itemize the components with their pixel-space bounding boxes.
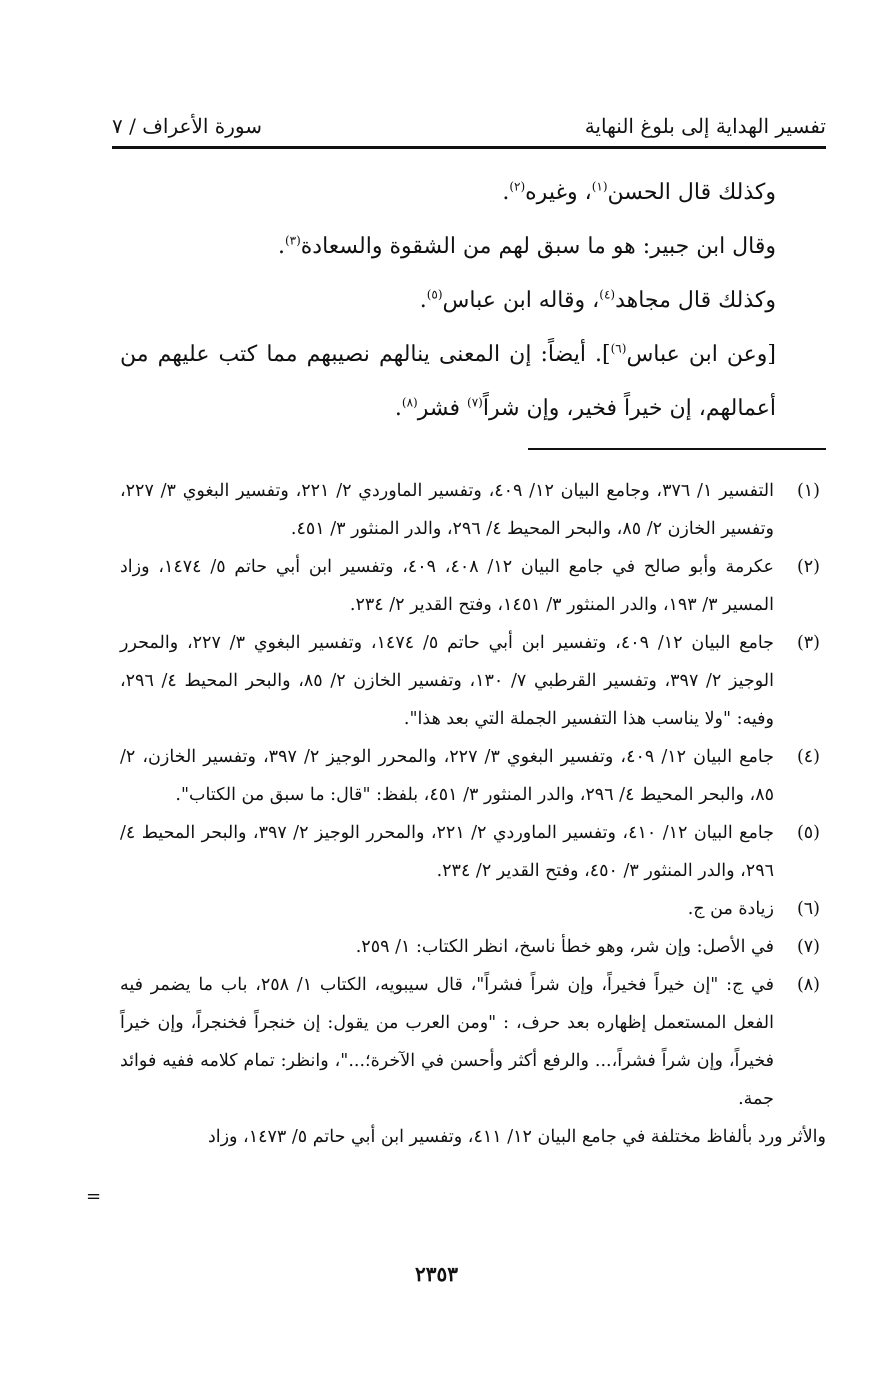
page-number: ٢٣٥٣ (415, 1262, 458, 1286)
paragraph-3: وكذلك قال مجاهد$^{(٤)}$، وقاله ابن عباس$^{(٥)}$. (419, 287, 776, 313)
footnote-ref-4: (٤) (599, 287, 616, 302)
footnote-number: (٨) (796, 975, 820, 995)
footnote-number: (٤) (796, 747, 820, 767)
surah-label: سورة الأعراف / ٧ (112, 114, 263, 138)
footnote-item (120, 738, 826, 814)
footnote-number: (٢) (796, 557, 820, 577)
footnote-number: (٦) (796, 899, 820, 919)
footnote-ref-2: (٢) (509, 179, 526, 194)
footnote-ref-8: (٨) (401, 395, 418, 410)
footnote-item (120, 548, 826, 624)
paragraph-1: وكذلك قال الحسن$^{(١)}$، وغيره$^{(٢)}$. (502, 179, 776, 205)
footnote-text: التفسير ١/ ٣٧٦، وجامع البيان ١٢/ ٤٠٩، وتفسير الماوردي ٢/ ٢٢١، وتفسير البغوي ٣/ ٢٢٧، وتفسير الخازن ٢/ ٨٥، والبحر المحيط ٤/ ٢٩٦، والدر المنثور ٣/ ٤٥١. (120, 481, 774, 539)
footnotes (120, 472, 826, 1156)
footnote-item (120, 472, 826, 548)
footnote-ref-5: (٥) (426, 287, 443, 302)
footnote-item (120, 890, 826, 928)
running-header (112, 108, 826, 144)
main-text (120, 166, 826, 436)
footnote-text: زيادة من ج. (687, 899, 774, 919)
footnote-number: (٥) (796, 823, 820, 843)
footnote-continuation: والأثر ورد بألفاظ مختلفة في جامع البيان ١٢/ ٤١١، وتفسير ابن أبي حاتم ٥/ ١٤٧٣، وزاد (207, 1127, 826, 1147)
paragraph-2: وقال ابن جبير: هو ما سبق لهم من الشقوة والسعادة$^{(٣)}$. (277, 233, 776, 259)
footnote-number: (٣) (796, 633, 820, 653)
footnote-text: في الأصل: وإن شر، وهو خطأ ناسخ، انظر الكتاب: ١/ ٢٥٩. (355, 937, 774, 957)
header-rule (112, 146, 826, 149)
book-title: تفسير الهداية إلى بلوغ النهاية (584, 114, 826, 138)
footnote-ref-6: (٦) (610, 341, 627, 356)
footnote-ref-1: (١) (591, 179, 608, 194)
footnote-ref-3: (٣) (284, 233, 301, 248)
footnote-text: جامع البيان ١٢/ ٤١٠، وتفسير الماوردي ٢/ ٢٢١، والمحرر الوجيز ٢/ ٣٩٧، والبحر المحيط ٤/ ٢٩٦، والدر المنثور ٣/ ٤٥٠، وفتح القدير ٢/ ٢٣٤. (120, 823, 774, 881)
footnote-text: عكرمة وأبو صالح في جامع البيان ١٢/ ٤٠٨، ٤٠٩، وتفسير ابن أبي حاتم ٥/ ١٤٧٤، وزاد المسير ٣/ ١٩٣، والدر المنثور ٣/ ١٤٥١، وفتح القدير ٢/ ٢٣٤. (120, 557, 774, 615)
footnote-item (120, 966, 826, 1118)
footnote-item (120, 814, 826, 890)
paragraph-4: [وعن ابن عباس$^{(٦)}$]. أيضاً: إن المعنى ينالهم نصيبهم مما كتب عليهم من أعمالهم، إن خيراً فخير، وإن شراً$^{(٧)}$ فشر$^{(٨)}$. (120, 341, 776, 421)
continuation-marker: = (86, 1186, 102, 1207)
footnote-text: في ج: "إن خيراً فخيراً، وإن شراً فشراً"، قال سيبويه، الكتاب ١/ ٢٥٨، باب ما يضمر فيه الفعل المستعمل إظهاره بعد حرف، : "ومن العرب من يقول: إن خنجراً فخنجراً، وإن خيراً فخيراً، وإن شراً فشراً،... والرفع أكثر وأحسن في الآخرة؛..."، وانظر: تمام كلامه ففيه فوائد جمة. (120, 975, 774, 1109)
footnote-separator (528, 448, 826, 450)
footnote-text: جامع البيان ١٢/ ٤٠٩، وتفسير ابن أبي حاتم ٥/ ١٤٧٤، وتفسير البغوي ٣/ ٢٢٧، والمحرر الوجيز ٢/ ٣٩٧، وتفسير القرطبي ٧/ ١٣٠، وتفسير الخازن ٢/ ٨٥، والبحر المحيط ٤/ ٢٩٦، وفيه: "ولا يناسب هذا التفسير الجملة التي بعد هذا". (120, 633, 774, 729)
footnote-number: (٧) (796, 937, 820, 957)
footnote-ref-7: (٧) (467, 395, 483, 410)
footnote-text: جامع البيان ١٢/ ٤٠٩، وتفسير البغوي ٣/ ٢٢٧، والمحرر الوجيز ٢/ ٣٩٧، وتفسير الخازن، ٢/ ٨٥، والبحر المحيط ٤/ ٢٩٦، والدر المنثور ٣/ ٤٥١، بلفظ: "قال: ما سبق من الكتاب". (120, 747, 774, 805)
footnote-item (120, 624, 826, 738)
footnote-number: (١) (796, 481, 820, 501)
footnote-item (120, 928, 826, 966)
